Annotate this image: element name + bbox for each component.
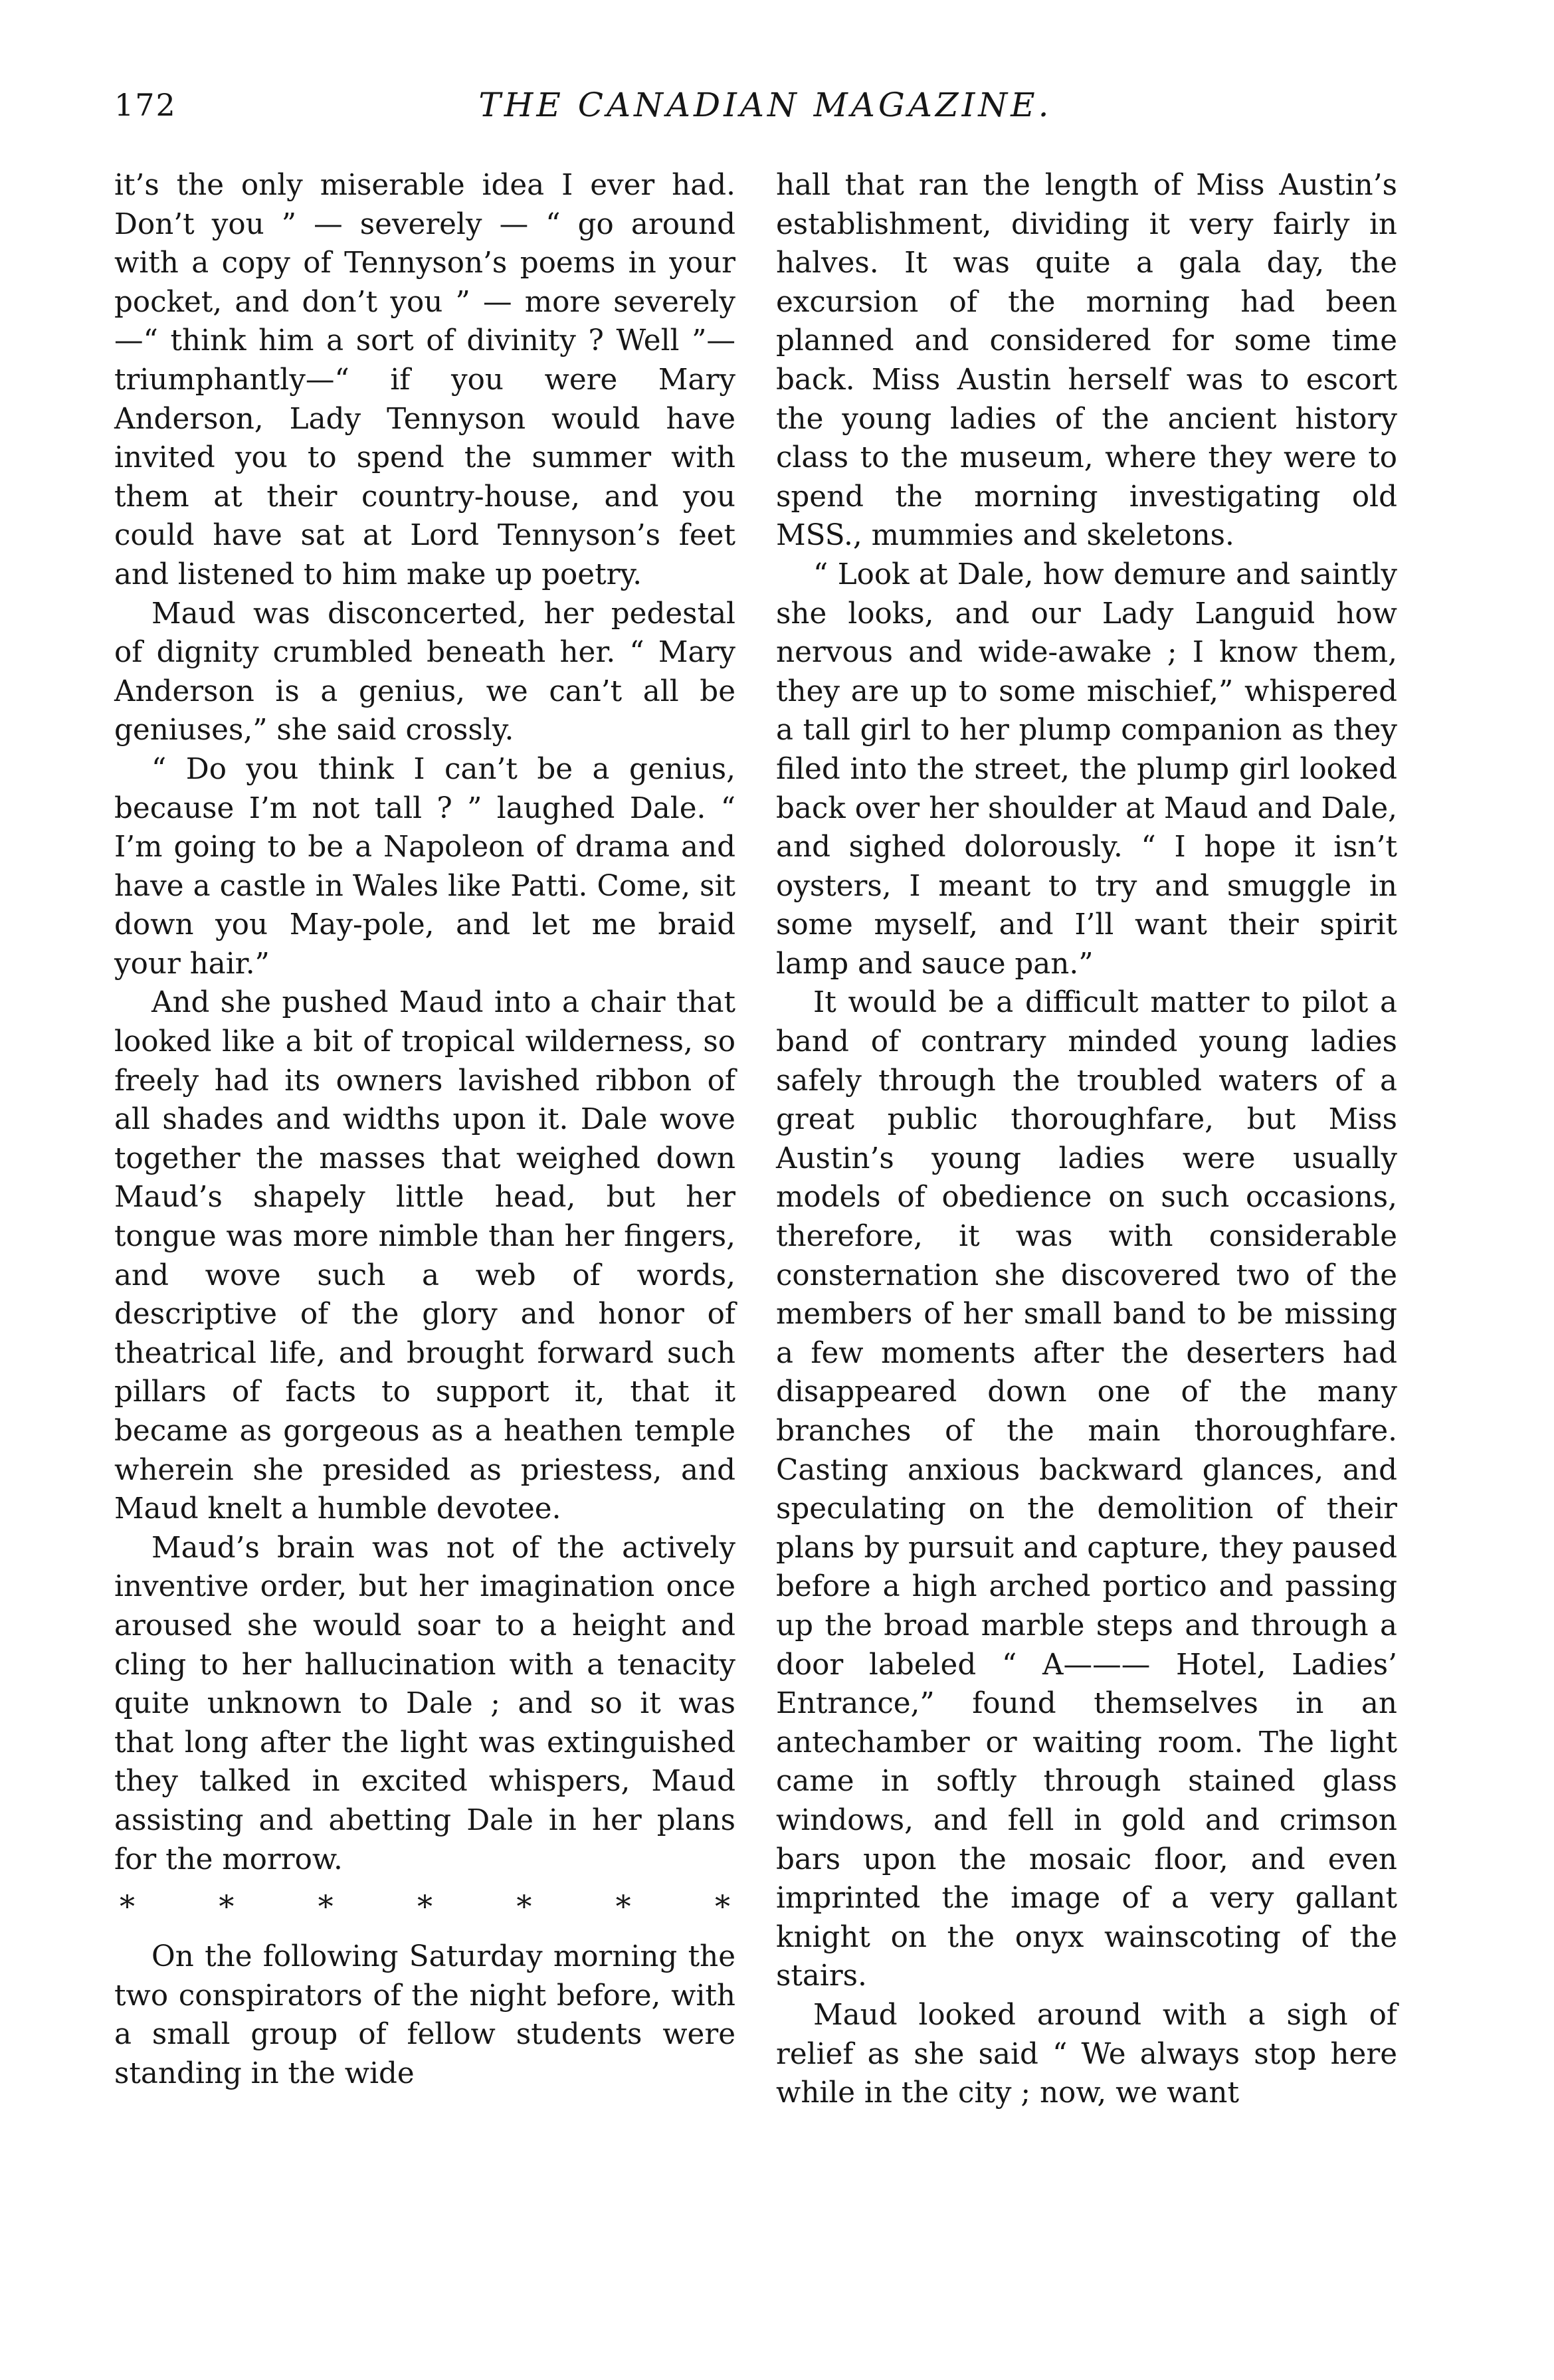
paragraph: Maud’s brain was not of the actively inventive order, but her imagination once aroused she would soar to a height and cling to her hallucination with a tenacity quite unknown to Dale ; and so it was that long after the light was extinguished they talked in excited whispers, Maud assisting and abetting Dale in her plans for the morrow. (114, 1531, 735, 1876)
asterisk: * (615, 1888, 631, 1925)
paragraph: And she pushed Maud into a chair that looked like a bit of tropical wilderness, so freely had its owners lavished ribbon of all shades and widths upon it. Dale wove together the masses that weighed down Maud’s shapely little head, but her tongue was more nimble than her fingers, and wove such a web of words, descriptive of the glory and honor of theatrical life, and brought forward such pillars of facts to support it, that it became as gorgeous as a heathen temple wherein she presided as priestess, and Maud knelt a humble devotee. (114, 986, 735, 1526)
paragraph: “ Do you think I can’t be a genius, because I’m not tall ? ” laughed Dale. “ I’m going to be a Napoleon of drama and have a castle in Wales like Patti. Come, sit down you May-pole, and let me braid your hair.” (114, 752, 735, 981)
asterisk: * (318, 1888, 334, 1925)
paragraph: “ Look at Dale, how demure and saintly she looks, and our Lady Languid how nervous and wide-awake ; I know them, they are up to some mischief,” whispered a tall girl to her plump companion as they filed into the street, the plump girl looked back over her shoulder at Maud and Dale, and sighed dolorously. “ I hope it isn’t oysters, I meant to try and smuggle in some myself, and I’ll want their spirit lamp and sauce pan.” (776, 557, 1397, 981)
page-number: 172 (114, 87, 177, 123)
paragraph: It would be a difficult matter to pilot a band of contrary minded young ladies safely through the troubled waters of a great public thoroughfare, but Miss Austin’s young ladies were usually models of obedience on such occasions, therefore, it was with considerable consternation she discovered two of the members of her small band to be missing a few moments after the deserters had disappeared down one of the many branches of the main thoroughfare. Casting anxious backward glances, and speculating on the demolition of their plans by pursuit and capture, they paused before a high arched portico and passing up the broad marble steps and through a door labeled “ A——— Hotel, Ladies’ Entrance,” found themselves in an antechamber or waiting room. The light came in softly through stained glass windows, and fell in gold and crimson bars upon the mosaic floor, and even imprinted the image of a very gallant knight on the onyx wainscoting of the stairs. (776, 986, 1397, 1993)
asterisk: * (219, 1888, 235, 1925)
paragraph: hall that ran the length of Miss Austin’s establishment, dividing it very fairly in halves. It was quite a gala day, the excursion of the morning had been planned and considered for some time back. Miss Austin herself was to escort the young ladies of the ancient history class to the museum, where they were to spend the morning investigating old MSS., mummies and skeletons. (776, 169, 1397, 553)
running-title: THE CANADIAN MAGAZINE. (478, 86, 1052, 124)
page-header (114, 85, 1416, 138)
paragraph: On the following Saturday morning the two conspirators of the night before, with a small group of fellow students were standing in the wide (114, 1940, 735, 2090)
paragraph: Maud looked around with a sigh of relief as she said “ We always stop here while in the city ; now, we want (776, 1998, 1397, 2110)
asterisk: * (516, 1888, 532, 1925)
asterisk: * (714, 1888, 730, 1925)
paragraph: it’s the only miserable idea I ever had. Don’t you ” — severely — “ go around with a copy of Tennyson’s poems in your pocket, and don’t you ” — more severely—“ think him a sort of divinity ? Well ”—triumphantly—“ if you were Mary Anderson, Lady Tennyson would have invited you to spend the summer with them at their country-house, and you could have sat at Lord Tennyson’s feet and listened to him make up poetry. (114, 169, 735, 591)
asterisk: * (417, 1888, 433, 1925)
section-break (114, 1887, 735, 1926)
right-column (776, 166, 1397, 2113)
left-column (114, 166, 735, 2094)
asterisk: * (120, 1888, 135, 1925)
paragraph: Maud was disconcerted, her pedestal of dignity crumbled beneath her. “ Mary Anderson is a genius, we can’t all be geniuses,” she said crossly. (114, 597, 735, 747)
